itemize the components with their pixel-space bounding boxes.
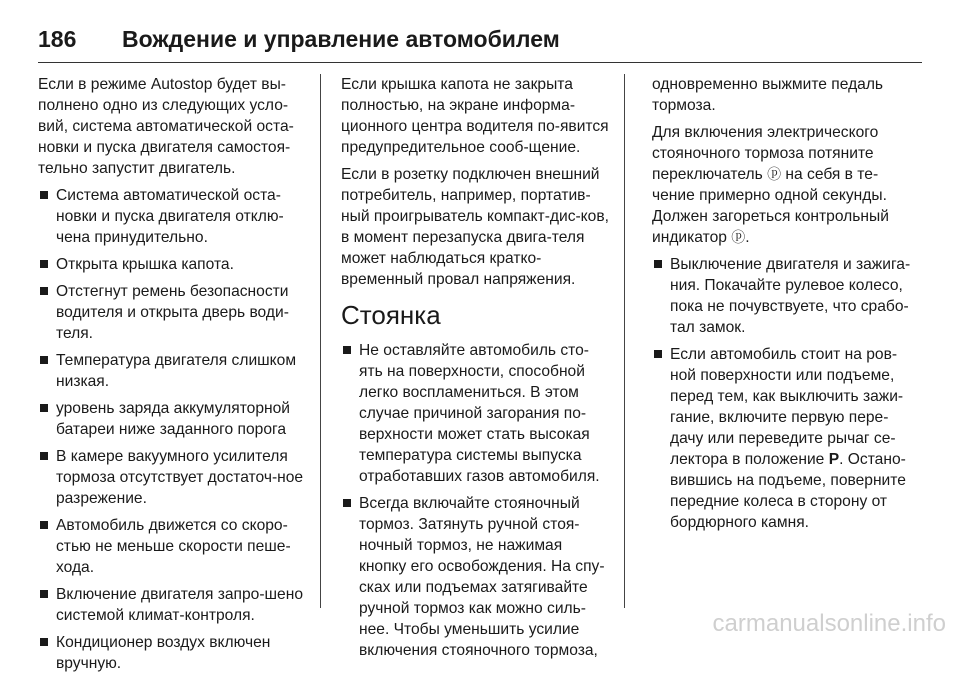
- list-item: Открыта крышка капота.: [38, 254, 306, 275]
- list-item: Система автоматической оста-новки и пуска двигателя отклю-чена принудительно.: [38, 185, 306, 248]
- text-run: . Остано-вившись на подъеме, поверните передние колеса в сторону от бордюрного камня.: [670, 451, 906, 531]
- list-item: [652, 344, 914, 533]
- voltage-drop-paragraph: Если в розетку подключен внешний потребитель, например, портатив-ный проигрыватель компакт-дис-ков, в момент перезапуска двига-теля может наблюдаться кратко-временный провал напряжения.: [341, 166, 609, 288]
- parking-list: [341, 340, 609, 661]
- text-run: на себя в те-чение примерно одной секунды. Должен загореться контрольный индикатор: [652, 166, 889, 246]
- text-run: .: [745, 229, 750, 246]
- list-item: Температура двигателя слишком низкая.: [38, 350, 306, 392]
- list-item: В камере вакуумного усилителя тормоза отсутствует достаточ-ное разрежение.: [38, 446, 306, 509]
- column-1: [38, 74, 306, 680]
- electric-parking-brake-paragraph: [652, 122, 914, 248]
- text-run: Для включения электрического стояночного тормоза потяните переключатель: [652, 124, 879, 183]
- autostart-conditions-list: [38, 185, 306, 674]
- list-item: Выключение двигателя и зажига-ния. Покачайте рулевое колесо, пока не почувствуете, что срабо-тал замок.: [652, 254, 914, 338]
- column-2: [341, 74, 609, 667]
- column-divider-1: [320, 74, 321, 608]
- page-title: Вождение и управление автомобилем: [122, 25, 560, 52]
- section-title-parking: Стоянка: [341, 300, 441, 330]
- list-item: Автомобиль движется со скоро-стью не меньше скорости пеше-хода.: [38, 515, 306, 578]
- page-header: [38, 18, 922, 60]
- parking-brake-indicator-icon: ⓟ: [731, 229, 746, 245]
- gear-position-p: P: [828, 451, 840, 468]
- page-number: 186: [38, 25, 77, 52]
- parking-brake-icon: ⓟ: [767, 166, 782, 182]
- list-item: Кондиционер воздух включен вручную.: [38, 632, 306, 674]
- column-3: [652, 74, 914, 539]
- parking-list-continued: [652, 254, 914, 533]
- list-item: Всегда включайте стояночный тормоз. Затянуть ручной стоя-ночный тормоз, не нажимая кнопку его освобождения. На спу-сках или подъемах затягивайте ручной тормоз как можно силь-нее. Чтобы уменьшить усилие включения стояночного тормоза,: [341, 493, 609, 661]
- watermark: carmanualsonline.info: [712, 610, 946, 637]
- column-divider-2: [624, 74, 625, 608]
- hood-warning-paragraph: Если крышка капота не закрыта полностью, на экране информа-ционного центра водителя по-явится предупредительное сооб-щение.: [341, 76, 609, 156]
- list-item: уровень заряда аккумуляторной батареи ниже заданного порога: [38, 398, 306, 440]
- list-item: Не оставляйте автомобиль сто-ять на поверхности, способной легко воспламениться. В этом случае причиной загорания по-верхности может стать высокая температура системы выпуска отработавших газов автомобиля.: [341, 340, 609, 487]
- list-item: Отстегнут ремень безопасности водителя и открыта дверь води-теля.: [38, 281, 306, 344]
- header-rule: [38, 62, 922, 63]
- brake-pedal-paragraph: одновременно выжмите педаль тормоза.: [652, 76, 884, 114]
- list-item: Включение двигателя запро-шено системой климат-контроля.: [38, 584, 306, 626]
- text-run: Если автомобиль стоит на ров-ной поверхности или подъеме, перед тем, как выключить зажи-гание, включите первую пере-дачу или переведите рычаг се-лектора в положение: [670, 346, 904, 468]
- intro-paragraph: Если в режиме Autostop будет вы-полнено одно из следующих усло-вий, система автоматической оста-новки и пуска двигателя самостоя-тельно запустит двигатель.: [38, 76, 294, 177]
